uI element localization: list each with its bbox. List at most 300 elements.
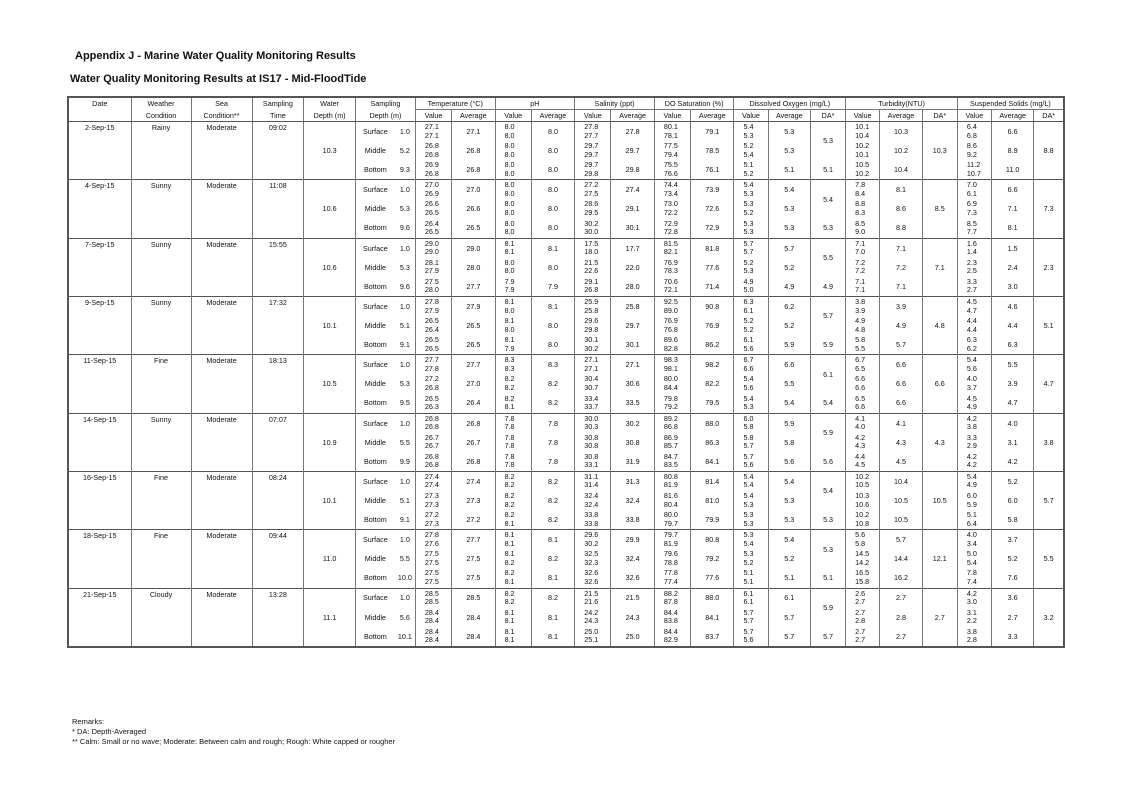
salinity-average: 30.8 xyxy=(611,433,654,452)
ph-values xyxy=(495,413,531,433)
suspended-solids-values xyxy=(957,141,991,160)
suspended-solids-values-reading: 6.0 xyxy=(966,491,977,501)
salinity-values-reading: 29.5 xyxy=(584,207,599,217)
turbidity-values-reading: 7.1 xyxy=(855,285,866,295)
level-name-cell: Middle xyxy=(355,199,394,218)
sub-value: Value xyxy=(957,110,991,122)
do-saturation-values-reading: 76.9 xyxy=(663,257,678,267)
level-depth-cell: 9.6 xyxy=(399,281,410,291)
suspended-solids-values-reading: 3.1 xyxy=(966,607,977,617)
sub-da: DA* xyxy=(922,110,957,122)
suspended-solids-values-reading: 7.0 xyxy=(966,180,977,190)
turbidity-values xyxy=(846,608,880,627)
temperature-average: 26.8 xyxy=(452,452,495,472)
dissolved-oxygen-values-reading: 5.7 xyxy=(743,247,754,257)
header-sea: Sea xyxy=(191,98,252,110)
temperature-values-reading: 26.5 xyxy=(424,335,439,345)
table-title: Water Quality Monitoring Results at IS17 - Mid-FloodTide xyxy=(70,73,367,85)
temperature-values-reading: 26.7 xyxy=(424,441,439,451)
ph-average: 8.0 xyxy=(531,258,574,277)
temperature-values-reading: 28.4 xyxy=(424,635,439,645)
ph-values-reading: 8.2 xyxy=(504,382,515,392)
salinity-values-reading: 24.3 xyxy=(584,616,599,626)
dissolved-oxygen-average: 5.7 xyxy=(768,627,810,646)
dissolved-oxygen-values xyxy=(734,335,768,355)
date-cell: 18-Sep-15 xyxy=(69,530,131,588)
dissolved-oxygen-values-reading: 5.6 xyxy=(743,635,754,645)
dissolved-oxygen-bottom-da: 5.3 xyxy=(810,219,845,239)
do-saturation-values-reading: 80.4 xyxy=(663,499,678,509)
dissolved-oxygen-values xyxy=(734,355,768,375)
temperature-values-reading: 28.0 xyxy=(424,285,439,295)
date-cell: 2-Sep-15 xyxy=(69,122,131,180)
dissolved-oxygen-values xyxy=(734,238,768,258)
do-saturation-average: 76.1 xyxy=(691,160,734,180)
turbidity-values xyxy=(846,355,880,375)
ph-average: 8.2 xyxy=(531,374,574,393)
suspended-solids-values xyxy=(957,199,991,218)
salinity-values-reading: 27.1 xyxy=(584,355,599,365)
ph-values xyxy=(495,608,531,627)
dissolved-oxygen-average: 5.4 xyxy=(768,471,810,491)
suspended-solids-values-reading: 6.4 xyxy=(966,122,977,132)
suspended-solids-values-reading: 3.8 xyxy=(966,626,977,636)
do-saturation-average: 81.0 xyxy=(691,491,734,510)
salinity-values-reading: 33.7 xyxy=(584,402,599,411)
salinity-values-reading: 29.1 xyxy=(584,276,599,286)
dissolved-oxygen-values-reading: 5.1 xyxy=(743,568,754,578)
salinity-average: 25.8 xyxy=(611,296,654,316)
suspended-solids-values-reading: 3.8 xyxy=(966,422,977,432)
level-name-cell: Middle xyxy=(355,549,394,568)
turbidity-values xyxy=(846,452,880,472)
temperature-values xyxy=(415,452,451,472)
header-turbidity: Turbidity(NTU) xyxy=(846,98,958,110)
ph-values xyxy=(495,160,531,180)
suspended-solids-values xyxy=(957,258,991,277)
temperature-values-reading: 26.8 xyxy=(424,168,439,178)
suspended-solids-average: 3.9 xyxy=(991,374,1033,393)
suspended-solids-average: 5.2 xyxy=(991,471,1033,491)
do-saturation-values-reading: 88.2 xyxy=(663,588,678,598)
temperature-average: 27.7 xyxy=(452,530,495,550)
results-table-frame xyxy=(67,96,1065,648)
salinity-values-reading: 30.2 xyxy=(584,538,599,548)
turbidity-values-reading: 4.4 xyxy=(855,451,866,461)
sea-cell: Moderate xyxy=(191,296,252,354)
table-row xyxy=(69,588,1063,608)
dissolved-oxygen-average: 5.3 xyxy=(768,510,810,530)
turbidity-values-reading: 5.8 xyxy=(855,538,866,548)
do-saturation-values xyxy=(654,393,690,413)
do-saturation-average: 81.4 xyxy=(691,471,734,491)
temperature-values-reading: 26.8 xyxy=(424,413,439,423)
level-depth-cell: 9.6 xyxy=(399,223,410,233)
ph-values-reading: 8.1 xyxy=(504,530,515,540)
dissolved-oxygen-values xyxy=(734,413,768,433)
temperature-average: 27.9 xyxy=(452,296,495,316)
suspended-solids-values-reading: 2.3 xyxy=(966,257,977,267)
salinity-average: 32.4 xyxy=(611,491,654,510)
ph-values-reading: 8.0 xyxy=(504,305,515,315)
temperature-average: 27.7 xyxy=(452,355,495,375)
dissolved-oxygen-average: 5.4 xyxy=(768,393,810,413)
dissolved-oxygen-average: 5.9 xyxy=(768,413,810,433)
ph-values xyxy=(495,180,531,200)
dissolved-oxygen-values xyxy=(734,471,768,491)
temperature-values xyxy=(415,413,451,433)
dissolved-oxygen-da: 5.4 xyxy=(810,180,845,219)
salinity-average: 27.8 xyxy=(611,122,654,142)
turbidity-values-reading: 10.5 xyxy=(855,480,870,490)
turbidity-average: 10.4 xyxy=(880,471,922,491)
water-depth-cell: 10.1 xyxy=(304,296,356,354)
salinity-average: 24.3 xyxy=(611,608,654,627)
ph-values-reading: 8.1 xyxy=(504,626,515,636)
dissolved-oxygen-average: 5.2 xyxy=(768,549,810,568)
salinity-values-reading: 33.4 xyxy=(584,393,599,403)
remark-sea-condition: ** Calm: Small or no wave; Moderate: Between calm and rough; Rough: White capped or rougher xyxy=(72,737,396,746)
ph-values-reading: 8.2 xyxy=(504,588,515,598)
turbidity-values-reading: 14.2 xyxy=(855,557,870,567)
dissolved-oxygen-values-reading: 6.1 xyxy=(743,335,754,345)
salinity-values-reading: 30.8 xyxy=(584,441,599,451)
salinity-average: 30.2 xyxy=(611,413,654,433)
suspended-solids-values-reading: 3.7 xyxy=(966,382,977,392)
salinity-values-reading: 27.7 xyxy=(584,130,599,140)
suspended-solids-da: 3.2 xyxy=(1034,588,1063,646)
salinity-values xyxy=(575,374,611,393)
suspended-solids-values-reading: 6.2 xyxy=(966,343,977,353)
do-saturation-values-reading: 74.4 xyxy=(663,180,678,190)
ph-values-reading: 8.0 xyxy=(504,130,515,140)
sub-average: Average xyxy=(531,110,574,122)
do-saturation-values xyxy=(654,258,690,277)
level-name-cell: Middle xyxy=(355,258,394,277)
salinity-values xyxy=(575,199,611,218)
do-saturation-values-reading: 79.8 xyxy=(663,393,678,403)
do-saturation-values-reading: 81.9 xyxy=(663,538,678,548)
dissolved-oxygen-values-reading: 6.1 xyxy=(743,588,754,598)
do-saturation-values xyxy=(654,180,690,200)
level-name-cell: Middle xyxy=(355,608,394,627)
turbidity-values-reading: 9.0 xyxy=(855,227,866,237)
do-saturation-values-reading: 76.6 xyxy=(663,168,678,178)
turbidity-da: 6.6 xyxy=(922,355,957,413)
do-saturation-average: 90.8 xyxy=(691,296,734,316)
salinity-values-reading: 27.8 xyxy=(584,122,599,132)
ph-values xyxy=(495,588,531,608)
header-sampling-depth-2: Depth (m) xyxy=(355,110,415,122)
turbidity-average: 3.9 xyxy=(880,296,922,316)
level-depth-cell: 1.0 xyxy=(395,588,416,608)
salinity-values-reading: 25.8 xyxy=(584,305,599,315)
salinity-values xyxy=(575,355,611,375)
level-depth-cell: 5.3 xyxy=(399,262,410,272)
suspended-solids-values-reading: 3.3 xyxy=(966,276,977,286)
suspended-solids-values-reading: 2.9 xyxy=(966,441,977,451)
dissolved-oxygen-values-reading: 5.7 xyxy=(743,238,754,248)
do-saturation-average: 88.0 xyxy=(691,413,734,433)
temperature-values xyxy=(415,510,451,530)
turbidity-average: 6.6 xyxy=(880,374,922,393)
do-saturation-values-reading: 80.0 xyxy=(663,510,678,520)
do-saturation-average: 72.9 xyxy=(691,219,734,239)
temperature-values-reading: 27.1 xyxy=(424,122,439,132)
suspended-solids-values xyxy=(957,238,991,258)
header-sea-2: Condition** xyxy=(191,110,252,122)
ph-values-reading: 8.2 xyxy=(504,557,515,567)
suspended-solids-values xyxy=(957,588,991,608)
table-body xyxy=(69,122,1063,647)
dissolved-oxygen-average: 5.1 xyxy=(768,568,810,588)
level-name-cell: Surface xyxy=(355,355,394,375)
suspended-solids-values xyxy=(957,433,991,452)
salinity-values-reading: 32.3 xyxy=(584,557,599,567)
suspended-solids-values-reading: 4.0 xyxy=(966,530,977,540)
ph-values xyxy=(495,530,531,550)
suspended-solids-values xyxy=(957,160,991,180)
level-depth-cell: 9.9 xyxy=(399,456,410,466)
dissolved-oxygen-average: 5.3 xyxy=(768,199,810,218)
temperature-values xyxy=(415,549,451,568)
suspended-solids-average: 4.7 xyxy=(991,393,1033,413)
suspended-solids-values-reading: 4.5 xyxy=(966,297,977,306)
salinity-values xyxy=(575,588,611,608)
turbidity-average: 6.6 xyxy=(880,355,922,375)
suspended-solids-values-reading: 2.7 xyxy=(966,285,977,295)
suspended-solids-average: 5.5 xyxy=(991,355,1033,375)
turbidity-values xyxy=(846,199,880,218)
dissolved-oxygen-values-reading: 4.9 xyxy=(743,276,754,286)
level-depth-cell: 5.3 xyxy=(399,379,410,389)
turbidity-values xyxy=(846,296,880,316)
ph-average: 8.2 xyxy=(531,491,574,510)
ph-values xyxy=(495,141,531,160)
suspended-solids-values-reading: 4.4 xyxy=(966,316,977,326)
dissolved-oxygen-values-reading: 5.1 xyxy=(743,576,754,586)
suspended-solids-values xyxy=(957,413,991,433)
header-water-depth: Water xyxy=(304,98,356,110)
ph-average: 8.2 xyxy=(531,393,574,413)
salinity-values-reading: 30.8 xyxy=(584,432,599,442)
ph-average: 8.1 xyxy=(531,608,574,627)
do-saturation-values xyxy=(654,471,690,491)
temperature-values-reading: 29.0 xyxy=(424,247,439,257)
header-sampling-time: Sampling xyxy=(252,98,304,110)
dissolved-oxygen-values-reading: 5.8 xyxy=(743,432,754,442)
suspended-solids-average: 6.6 xyxy=(991,180,1033,200)
do-saturation-values-reading: 78.8 xyxy=(663,557,678,567)
turbidity-values xyxy=(846,160,880,180)
do-saturation-values-reading: 83.8 xyxy=(663,616,678,626)
suspended-solids-average: 3.1 xyxy=(991,433,1033,452)
salinity-values-reading: 25.9 xyxy=(584,297,599,306)
level-depth-cell: 1.0 xyxy=(395,530,416,550)
do-saturation-values-reading: 77.5 xyxy=(663,141,678,151)
sea-cell: Moderate xyxy=(191,180,252,238)
suspended-solids-values xyxy=(957,471,991,491)
water-depth-cell: 10.5 xyxy=(304,355,356,413)
turbidity-values-reading: 8.4 xyxy=(855,188,866,198)
dissolved-oxygen-values xyxy=(734,452,768,472)
weather-cell: Sunny xyxy=(131,180,191,238)
salinity-values xyxy=(575,452,611,472)
level-name-cell: Bottom xyxy=(355,219,394,239)
turbidity-da: 2.7 xyxy=(922,588,957,646)
temperature-values xyxy=(415,258,451,277)
suspended-solids-values-reading: 4.2 xyxy=(966,588,977,598)
dissolved-oxygen-average: 5.4 xyxy=(768,530,810,550)
temperature-values xyxy=(415,277,451,297)
suspended-solids-values-reading: 4.9 xyxy=(966,402,977,411)
ph-values-reading: 8.0 xyxy=(504,227,515,237)
dissolved-oxygen-values-reading: 5.4 xyxy=(743,393,754,403)
turbidity-values-reading: 10.3 xyxy=(855,491,870,501)
dissolved-oxygen-values-reading: 5.4 xyxy=(743,471,754,481)
header-weather: Weather xyxy=(131,98,191,110)
turbidity-values-reading: 15.8 xyxy=(855,576,870,586)
suspended-solids-values xyxy=(957,491,991,510)
header-temperature: Temperature (°C) xyxy=(415,98,495,110)
ph-values-reading: 8.2 xyxy=(504,568,515,578)
turbidity-values-reading: 10.8 xyxy=(855,518,870,528)
temperature-values-reading: 26.5 xyxy=(424,227,439,237)
dissolved-oxygen-average: 5.6 xyxy=(768,452,810,472)
dissolved-oxygen-values xyxy=(734,316,768,335)
do-saturation-values-reading: 83.5 xyxy=(663,460,678,470)
turbidity-values-reading: 14.5 xyxy=(855,549,870,559)
turbidity-values xyxy=(846,316,880,335)
temperature-values-reading: 27.0 xyxy=(424,180,439,190)
do-saturation-values-reading: 72.2 xyxy=(663,207,678,217)
temperature-average: 27.5 xyxy=(452,568,495,588)
suspended-solids-average: 6.3 xyxy=(991,335,1033,355)
turbidity-average: 8.6 xyxy=(880,199,922,218)
suspended-solids-values xyxy=(957,608,991,627)
turbidity-average: 2.8 xyxy=(880,608,922,627)
ph-values xyxy=(495,238,531,258)
level-name-cell: Middle xyxy=(355,316,394,335)
turbidity-values xyxy=(846,568,880,588)
suspended-solids-average: 4.0 xyxy=(991,413,1033,433)
do-saturation-values xyxy=(654,549,690,568)
turbidity-values-reading: 7.2 xyxy=(855,257,866,267)
do-saturation-values-reading: 72.9 xyxy=(663,218,678,228)
temperature-values xyxy=(415,238,451,258)
suspended-solids-da: 4.7 xyxy=(1034,355,1063,413)
suspended-solids-values-reading: 2.8 xyxy=(966,635,977,645)
turbidity-average: 10.5 xyxy=(880,510,922,530)
ph-values xyxy=(495,510,531,530)
dissolved-oxygen-values xyxy=(734,258,768,277)
turbidity-values-reading: 2.7 xyxy=(855,607,866,617)
ph-average: 8.2 xyxy=(531,588,574,608)
dissolved-oxygen-values xyxy=(734,219,768,239)
temperature-average: 26.5 xyxy=(452,316,495,335)
do-saturation-values xyxy=(654,530,690,550)
level-depth-cell: 5.6 xyxy=(399,612,410,622)
ph-values xyxy=(495,258,531,277)
salinity-values-reading: 29.6 xyxy=(584,316,599,326)
ph-values-reading: 8.1 xyxy=(504,635,515,645)
suspended-solids-values-reading: 3.0 xyxy=(966,597,977,607)
dissolved-oxygen-values xyxy=(734,510,768,530)
ph-average: 8.2 xyxy=(531,471,574,491)
date-cell: 7-Sep-15 xyxy=(69,238,131,296)
time-cell: 08:24 xyxy=(252,471,304,529)
turbidity-values xyxy=(846,219,880,239)
ph-values-reading: 8.0 xyxy=(504,141,515,151)
header-salinity: Salinity (ppt) xyxy=(575,98,655,110)
do-saturation-values-reading: 75.5 xyxy=(663,160,678,170)
do-saturation-values xyxy=(654,608,690,627)
dissolved-oxygen-values xyxy=(734,530,768,550)
turbidity-values-reading: 4.1 xyxy=(855,413,866,423)
do-saturation-values-reading: 92.5 xyxy=(663,297,678,306)
dissolved-oxygen-values-reading: 5.4 xyxy=(743,538,754,548)
ph-average: 8.0 xyxy=(531,141,574,160)
temperature-average: 26.8 xyxy=(452,160,495,180)
ph-average: 8.0 xyxy=(531,160,574,180)
salinity-values xyxy=(575,141,611,160)
ph-values-reading: 7.8 xyxy=(504,451,515,461)
turbidity-values-reading: 10.2 xyxy=(855,510,870,520)
temperature-values-reading: 27.4 xyxy=(424,480,439,490)
suspended-solids-values-reading: 5.9 xyxy=(966,499,977,509)
dissolved-oxygen-values-reading: 5.4 xyxy=(743,491,754,501)
temperature-values xyxy=(415,199,451,218)
do-saturation-values xyxy=(654,316,690,335)
suspended-solids-values-reading: 4.2 xyxy=(966,413,977,423)
sub-average: Average xyxy=(991,110,1033,122)
suspended-solids-average: 5.8 xyxy=(991,510,1033,530)
do-saturation-average: 88.0 xyxy=(691,588,734,608)
do-saturation-average: 84.1 xyxy=(691,608,734,627)
do-saturation-values xyxy=(654,122,690,142)
salinity-values-reading: 32.6 xyxy=(584,568,599,578)
dissolved-oxygen-average: 5.3 xyxy=(768,491,810,510)
temperature-values xyxy=(415,471,451,491)
suspended-solids-values-reading: 6.8 xyxy=(966,130,977,140)
level-depth-cell: 1.0 xyxy=(395,355,416,375)
dissolved-oxygen-values-reading: 5.2 xyxy=(743,207,754,217)
temperature-values-reading: 26.5 xyxy=(424,343,439,353)
temperature-average: 26.8 xyxy=(452,413,495,433)
salinity-values-reading: 18.0 xyxy=(584,247,599,257)
ph-average: 8.1 xyxy=(531,238,574,258)
suspended-solids-values xyxy=(957,393,991,413)
water-depth-cell: 10.6 xyxy=(304,238,356,296)
salinity-values-reading: 29.7 xyxy=(584,149,599,159)
salinity-average: 17.7 xyxy=(611,238,654,258)
time-cell: 17:32 xyxy=(252,296,304,354)
salinity-values-reading: 33.8 xyxy=(584,518,599,528)
turbidity-average: 10.3 xyxy=(880,122,922,142)
ph-values-reading: 8.3 xyxy=(504,355,515,365)
level-depth-cell: 10.0 xyxy=(397,573,412,583)
do-saturation-values-reading: 82.8 xyxy=(663,343,678,353)
dissolved-oxygen-bottom-da: 4.9 xyxy=(810,277,845,297)
turbidity-values-reading: 6.6 xyxy=(855,382,866,392)
dissolved-oxygen-average: 5.9 xyxy=(768,335,810,355)
sub-da: DA* xyxy=(1034,110,1063,122)
salinity-values-reading: 29.6 xyxy=(584,530,599,540)
ph-values-reading: 8.1 xyxy=(504,402,515,411)
ph-values xyxy=(495,549,531,568)
do-saturation-values-reading: 79.7 xyxy=(663,518,678,528)
suspended-solids-da: 5.1 xyxy=(1034,296,1063,354)
